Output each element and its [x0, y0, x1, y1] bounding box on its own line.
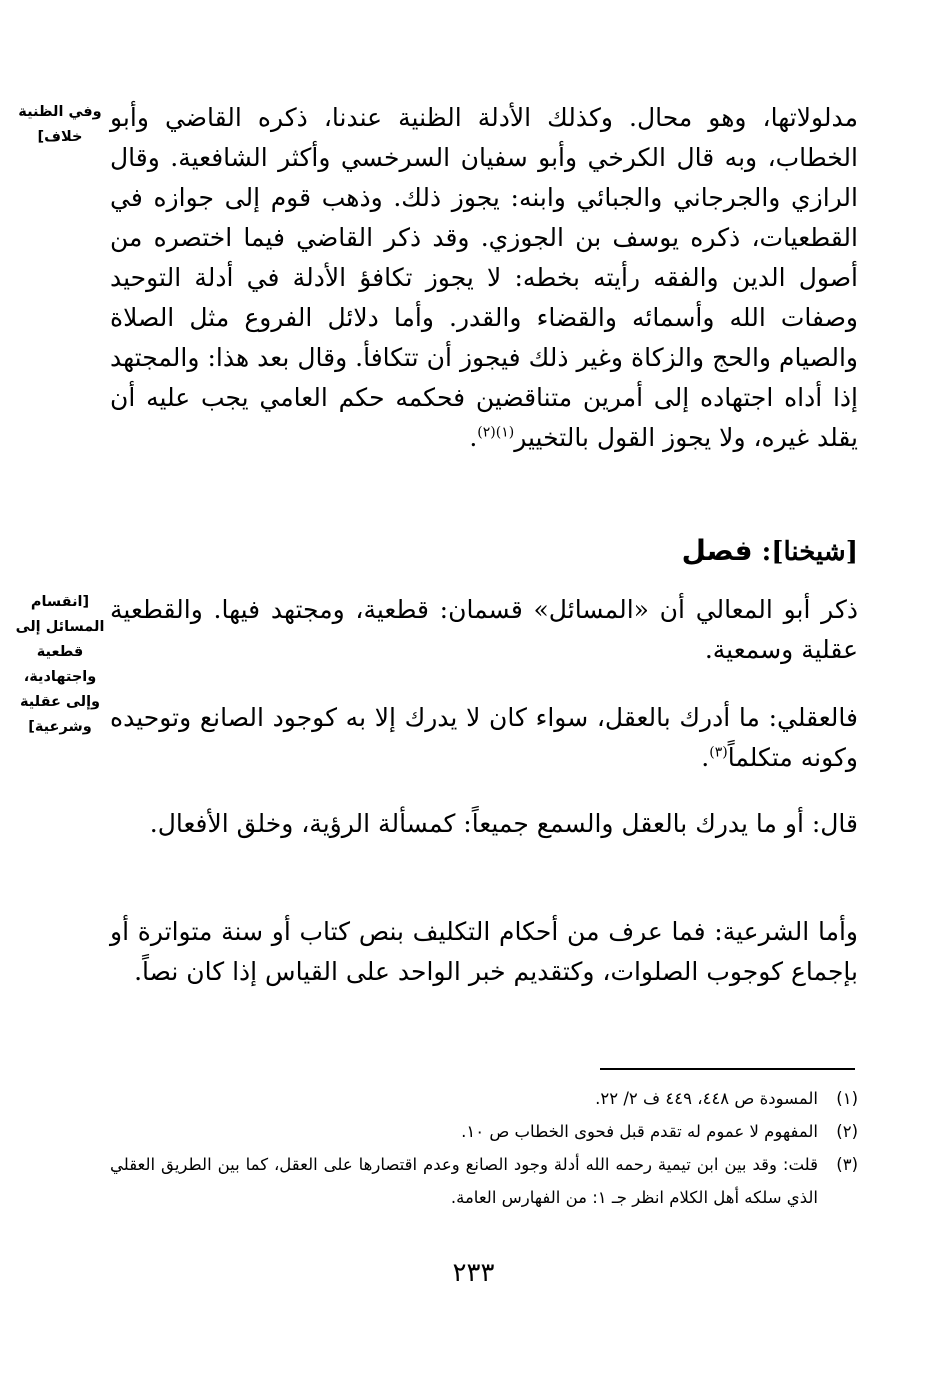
paragraph-rational	[110, 698, 858, 778]
footnote-reference: (٣)	[709, 744, 728, 761]
paragraph-text: فالعقلي: ما أدرك بالعقل، سواء كان لا يدرك إلا به كوجود الصانع وتوحيده وكونه متكلماً	[110, 703, 858, 772]
paragraph-categories	[110, 590, 858, 670]
footnotes	[110, 1082, 858, 1214]
footnote-text: المسودة ص ٤٤٨، ٤٤٩ ف ٢/ ٢٢.	[595, 1089, 818, 1108]
footnote-number: (٣)	[836, 1155, 858, 1174]
footnote-separator	[600, 1068, 855, 1070]
footnote	[110, 1148, 858, 1214]
footnote-number: (٢)	[836, 1122, 858, 1141]
margin-note-text: وفي الظنية خلاف]	[18, 104, 102, 145]
footnote	[110, 1082, 858, 1115]
footnote-reference: (١)(٢)	[477, 424, 515, 441]
margin-note-text: [انقسام المسائل إلى قطعية واجتهادية، وإلى عقلية وشرعية]	[15, 594, 105, 735]
paragraph-text: ذكر أبو المعالي أن «المسائل» قسمان: قطعية، ومجتهد فيها. والقطعية عقلية وسمعية.	[110, 595, 858, 664]
margin-note-disagreement	[14, 100, 106, 150]
paragraph-evidence-equivalence	[110, 98, 858, 458]
paragraph-rational-and-scriptural	[110, 804, 858, 844]
footnote-text: المفهوم لا عموم له تقدم قبل فحوى الخطاب ص ١٠.	[461, 1122, 818, 1141]
paragraph-legal	[110, 912, 858, 992]
margin-note-classification	[14, 590, 106, 740]
paragraph-text: وأما الشرعية: فما عرف من أحكام التكليف بنص كتاب أو سنة متواترة أو بإجماع كوجوب الصلوات، وكتقديم خبر الواحد على القياس إذا كان نصاً.	[110, 917, 858, 986]
page-number: ٢٣٣	[452, 1258, 495, 1288]
paragraph-end: .	[701, 743, 710, 772]
paragraph-text: قال: أو ما يدرك بالعقل والسمع جميعاً: كمسألة الرؤية، وخلق الأفعال.	[149, 809, 858, 838]
footnote-text: قلت: وقد بين ابن تيمية رحمه الله أدلة وجود الصانع وعدم اقتصارها على العقل، كما بين الطريق العقلي الذي سلكه أهل الكلام انظر جـ ١: من الفهارس العامة.	[110, 1155, 818, 1207]
footnote	[110, 1115, 858, 1148]
heading-prefix: [شيخنا]:	[761, 537, 858, 567]
section-heading	[682, 534, 858, 567]
paragraph-end: .	[469, 423, 478, 452]
footnote-number: (١)	[836, 1089, 858, 1108]
heading-word: فصل	[681, 534, 753, 567]
paragraph-text: مدلولاتها، وهو محال. وكذلك الأدلة الظنية عندنا، ذكره القاضي وأبو الخطاب، وبه قال الكرخي وأبو سفيان السرخسي وأكثر الشافعية. وقال الرازي والجرجاني والجبائي وابنه: يجوز ذلك. وذهب قوم إلى جوازه في القطعيات، ذكره يوسف بن الجوزي. وقد ذكر القاضي فيما اختصره من أصول الدين والفقه رأيته بخطه: لا يجوز تكافؤ الأدلة في أدلة التوحيد وصفات الله وأسمائه والقضاء والقدر. وأما دلائل الفروع مثل الصلاة والصيام والحج والزكاة وغير ذلك فيجوز أن تتكافأ. وقال بعد هذا: والمجتهد إذا أداه اجتهاده إلى أمرين متناقضين فحكمه حكم العامي يجب عليه أن يقلد غيره، ولا يجوز القول بالتخيير	[110, 103, 858, 452]
